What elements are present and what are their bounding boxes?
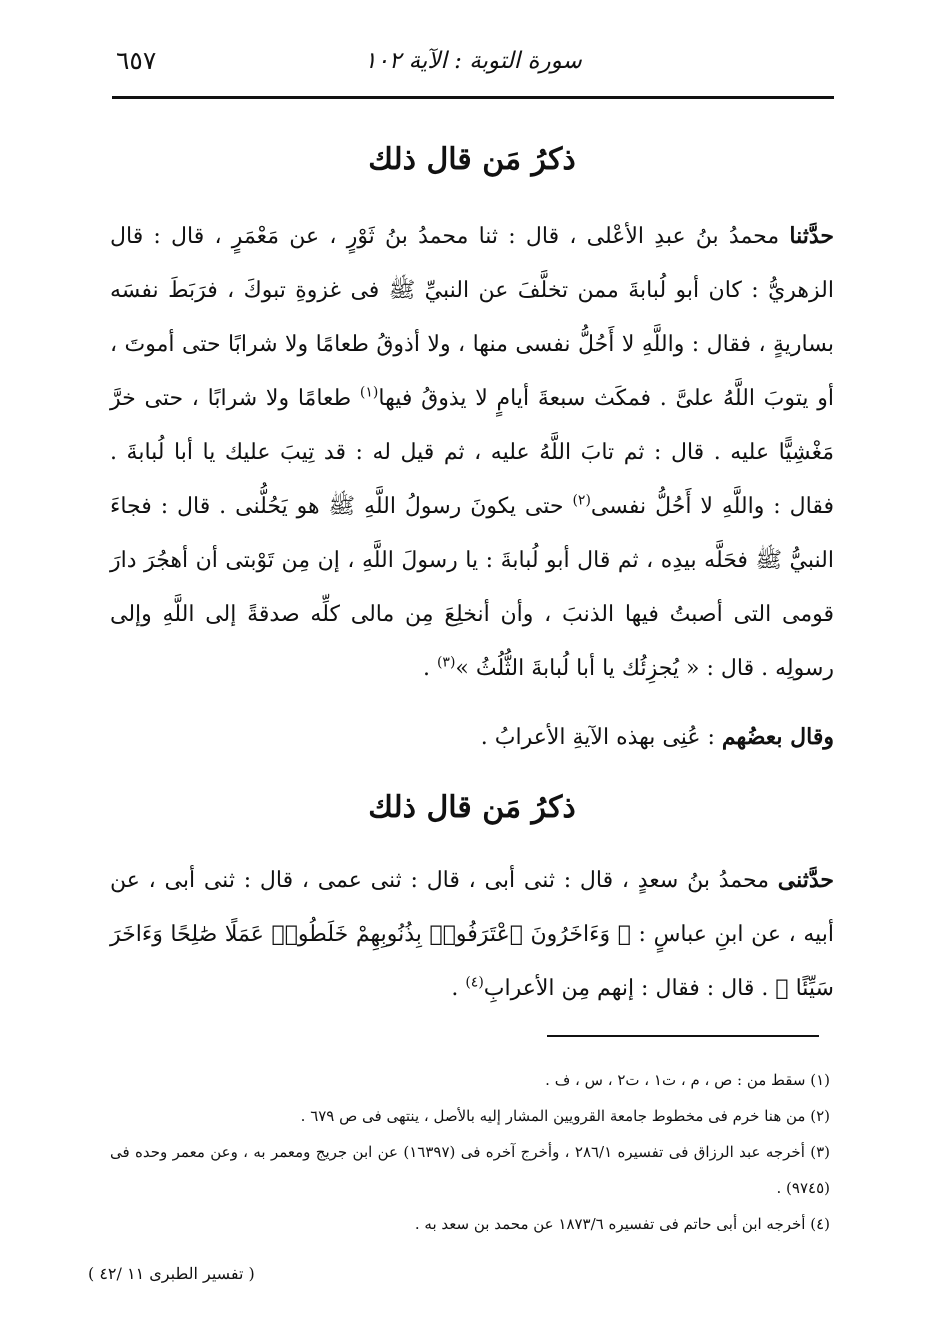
footnote-divider xyxy=(547,1035,819,1037)
narration-paragraph xyxy=(110,209,834,696)
footnote: (٢) من هنا خرم فى مخطوط جامعة القرويين المشار إليه بالأصل ، ينتهى فى ص ٦٧٩ . xyxy=(300,1107,830,1125)
footnote-ref: (٤) xyxy=(465,974,484,991)
narration-text: محمدُ بنُ عبدِ الأعْلى ، قال : ثنا محمدُ بنُ ثَوْرٍ ، عن مَعْمَرٍ ، قال : قال الزهريُّ : كان أبو لُبابةَ ممن تخلَّفَ عن النبيِّ ﷺ فى غزوةِ تبوكَ ، فرَبَطَ نفسَه بساريةٍ ، فقال : واللَّهِ لا أَحُلُّ نفسى منها ، ولا أذوقُ طعامًا ولا شرابًا حتى أموتَ ، أو يتوبَ اللَّهُ علىَّ . فمكَث سبعةَ أيامٍ لا يذوقُ فيها xyxy=(110,224,835,411)
book-signature: ( تفسير الطبرى ١١ /٤٢ ) xyxy=(88,1264,255,1283)
opinion-text: : عُنِى بهذه الآيةِ الأعرابُ . xyxy=(480,725,722,750)
opinion-lead: وقال بعضُهم xyxy=(721,724,834,750)
footnote: (٣) أخرجه عبد الرزاق فى تفسيره ٢٨٦/١ ، وأخرج آخره فى (١٦٣٩٧) عن ابن جريج ومعمر به ، وعن معمر وحده فى (٩٧٤٥) . xyxy=(110,1143,830,1197)
narration-text: محمدُ بنُ سعدٍ ، قال : ثنى أبى ، قال : ثنى عمى ، قال : ثنى أبى ، عن أبيه ، عن ابنِ عباسٍ : ﴿ وَءَاخَرُونَ ٱعْتَرَفُوا۟ بِذُنُوبِهِمْ خَلَطُوا۟ عَمَلًا صَٰلِحًا وَءَاخَرَ سَيِّئًا ﴾ . قال : فقال : إنهم مِن الأعرابِ xyxy=(110,868,834,1001)
footnote-ref: (٣) xyxy=(436,654,456,671)
running-head: سورة التوبة : الآية ١٠٢ xyxy=(364,48,582,74)
footnote-ref: (٢) xyxy=(572,492,591,509)
narration-text: حتى يكونَ رسولُ اللَّهِ ﷺ هو يَحُلُّنى . قال : فجاءَ النبيُّ ﷺ فحَلَّه بيدِه ، ثم قال أبو لُبابةَ : يا رسولَ اللَّهِ ، إن مِن تَوْبتى أن أهجُرَ دارَ قومى التى أصبتُ فيها الذنبَ ، وأن أنخلِعَ مِن مالى كلِّه صدقةً إلى اللَّهِ وإلى رسولِه . قال : « يُجزِئُك يا أبا لُبابةَ الثُّلُثُ » xyxy=(110,494,834,681)
footnote: (١) سقط من : ص ، م ، ت١ ، ت٢ ، س ، ف . xyxy=(545,1071,830,1089)
narration-lead: حدَّثنا xyxy=(789,223,834,249)
footnote: (٤) أخرجه ابن أبى حاتم فى تفسيره ١٨٧٣/٦ عن محمد بن سعد به . xyxy=(414,1215,830,1233)
footnotes xyxy=(110,1062,830,1242)
footnote-ref: (١) xyxy=(359,384,379,401)
narration-lead: حدَّثنى xyxy=(777,867,835,893)
section-heading: ذكرُ مَن قال ذلك xyxy=(368,142,576,177)
narration-paragraph xyxy=(110,853,834,1016)
section-heading: ذكرُ مَن قال ذلك xyxy=(368,790,576,825)
narration-text: . xyxy=(451,976,466,1001)
opinion-paragraph xyxy=(110,710,834,765)
page-number: ٦٥٧ xyxy=(116,46,157,75)
page-header xyxy=(112,38,834,99)
narration-text: طعامًا ولا شرابًا ، حتى خرَّ مَغْشِيًّا عليه . قال : ثم تابَ اللَّهُ عليه ، ثم قيل له : قد تِيبَ عليك يا أبا لُبابةَ . فقال : واللَّهِ لا أَحُلُّ نفسى xyxy=(110,386,834,519)
main-text xyxy=(110,125,834,1016)
narration-text: . xyxy=(422,656,437,681)
